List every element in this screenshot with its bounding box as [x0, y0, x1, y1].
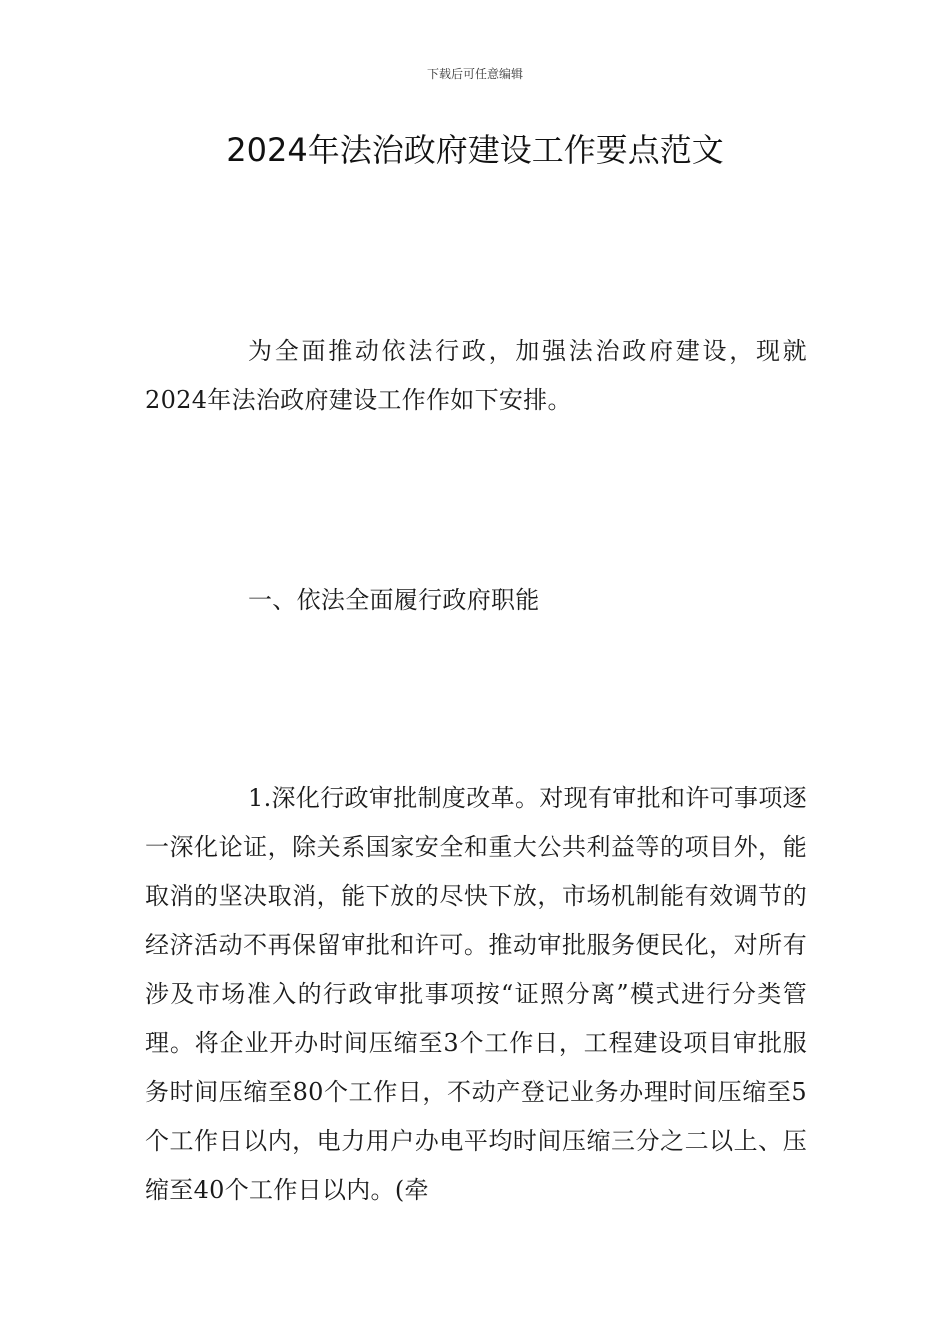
intro-paragraph: 为全面推动依法行政，加强法治政府建设，现就2024年法治政府建设工作作如下安排。 [145, 337, 807, 414]
item-one-paragraph: 1.深化行政审批制度改革。对现有审批和许可事项逐一深化论证，除关系国家安全和重大公共利益等的项目外，能取消的坚决取消，能下放的尽快下放，市场机制能有效调节的经济活动不再保留审批和许可。推动审批服务便民化，对所有涉及市场准入的行政审批事项按“证照分离”模式进行分类管理。将企业开办时间压缩至3个工作日，工程建设项目审批服务时间压缩至80个工作日，不动产登记业务办理时间压缩至5个工作日以内，电力用户办电平均时间压缩三分之二以上、压缩至40个工作日以内。(牵 [145, 784, 807, 1204]
document-title: 2024年法治政府建设工作要点范文 [226, 131, 724, 169]
section-heading: 一、依法全面履行政府职能 [248, 586, 540, 614]
header-note: 下载后可任意编辑 [426, 67, 523, 81]
